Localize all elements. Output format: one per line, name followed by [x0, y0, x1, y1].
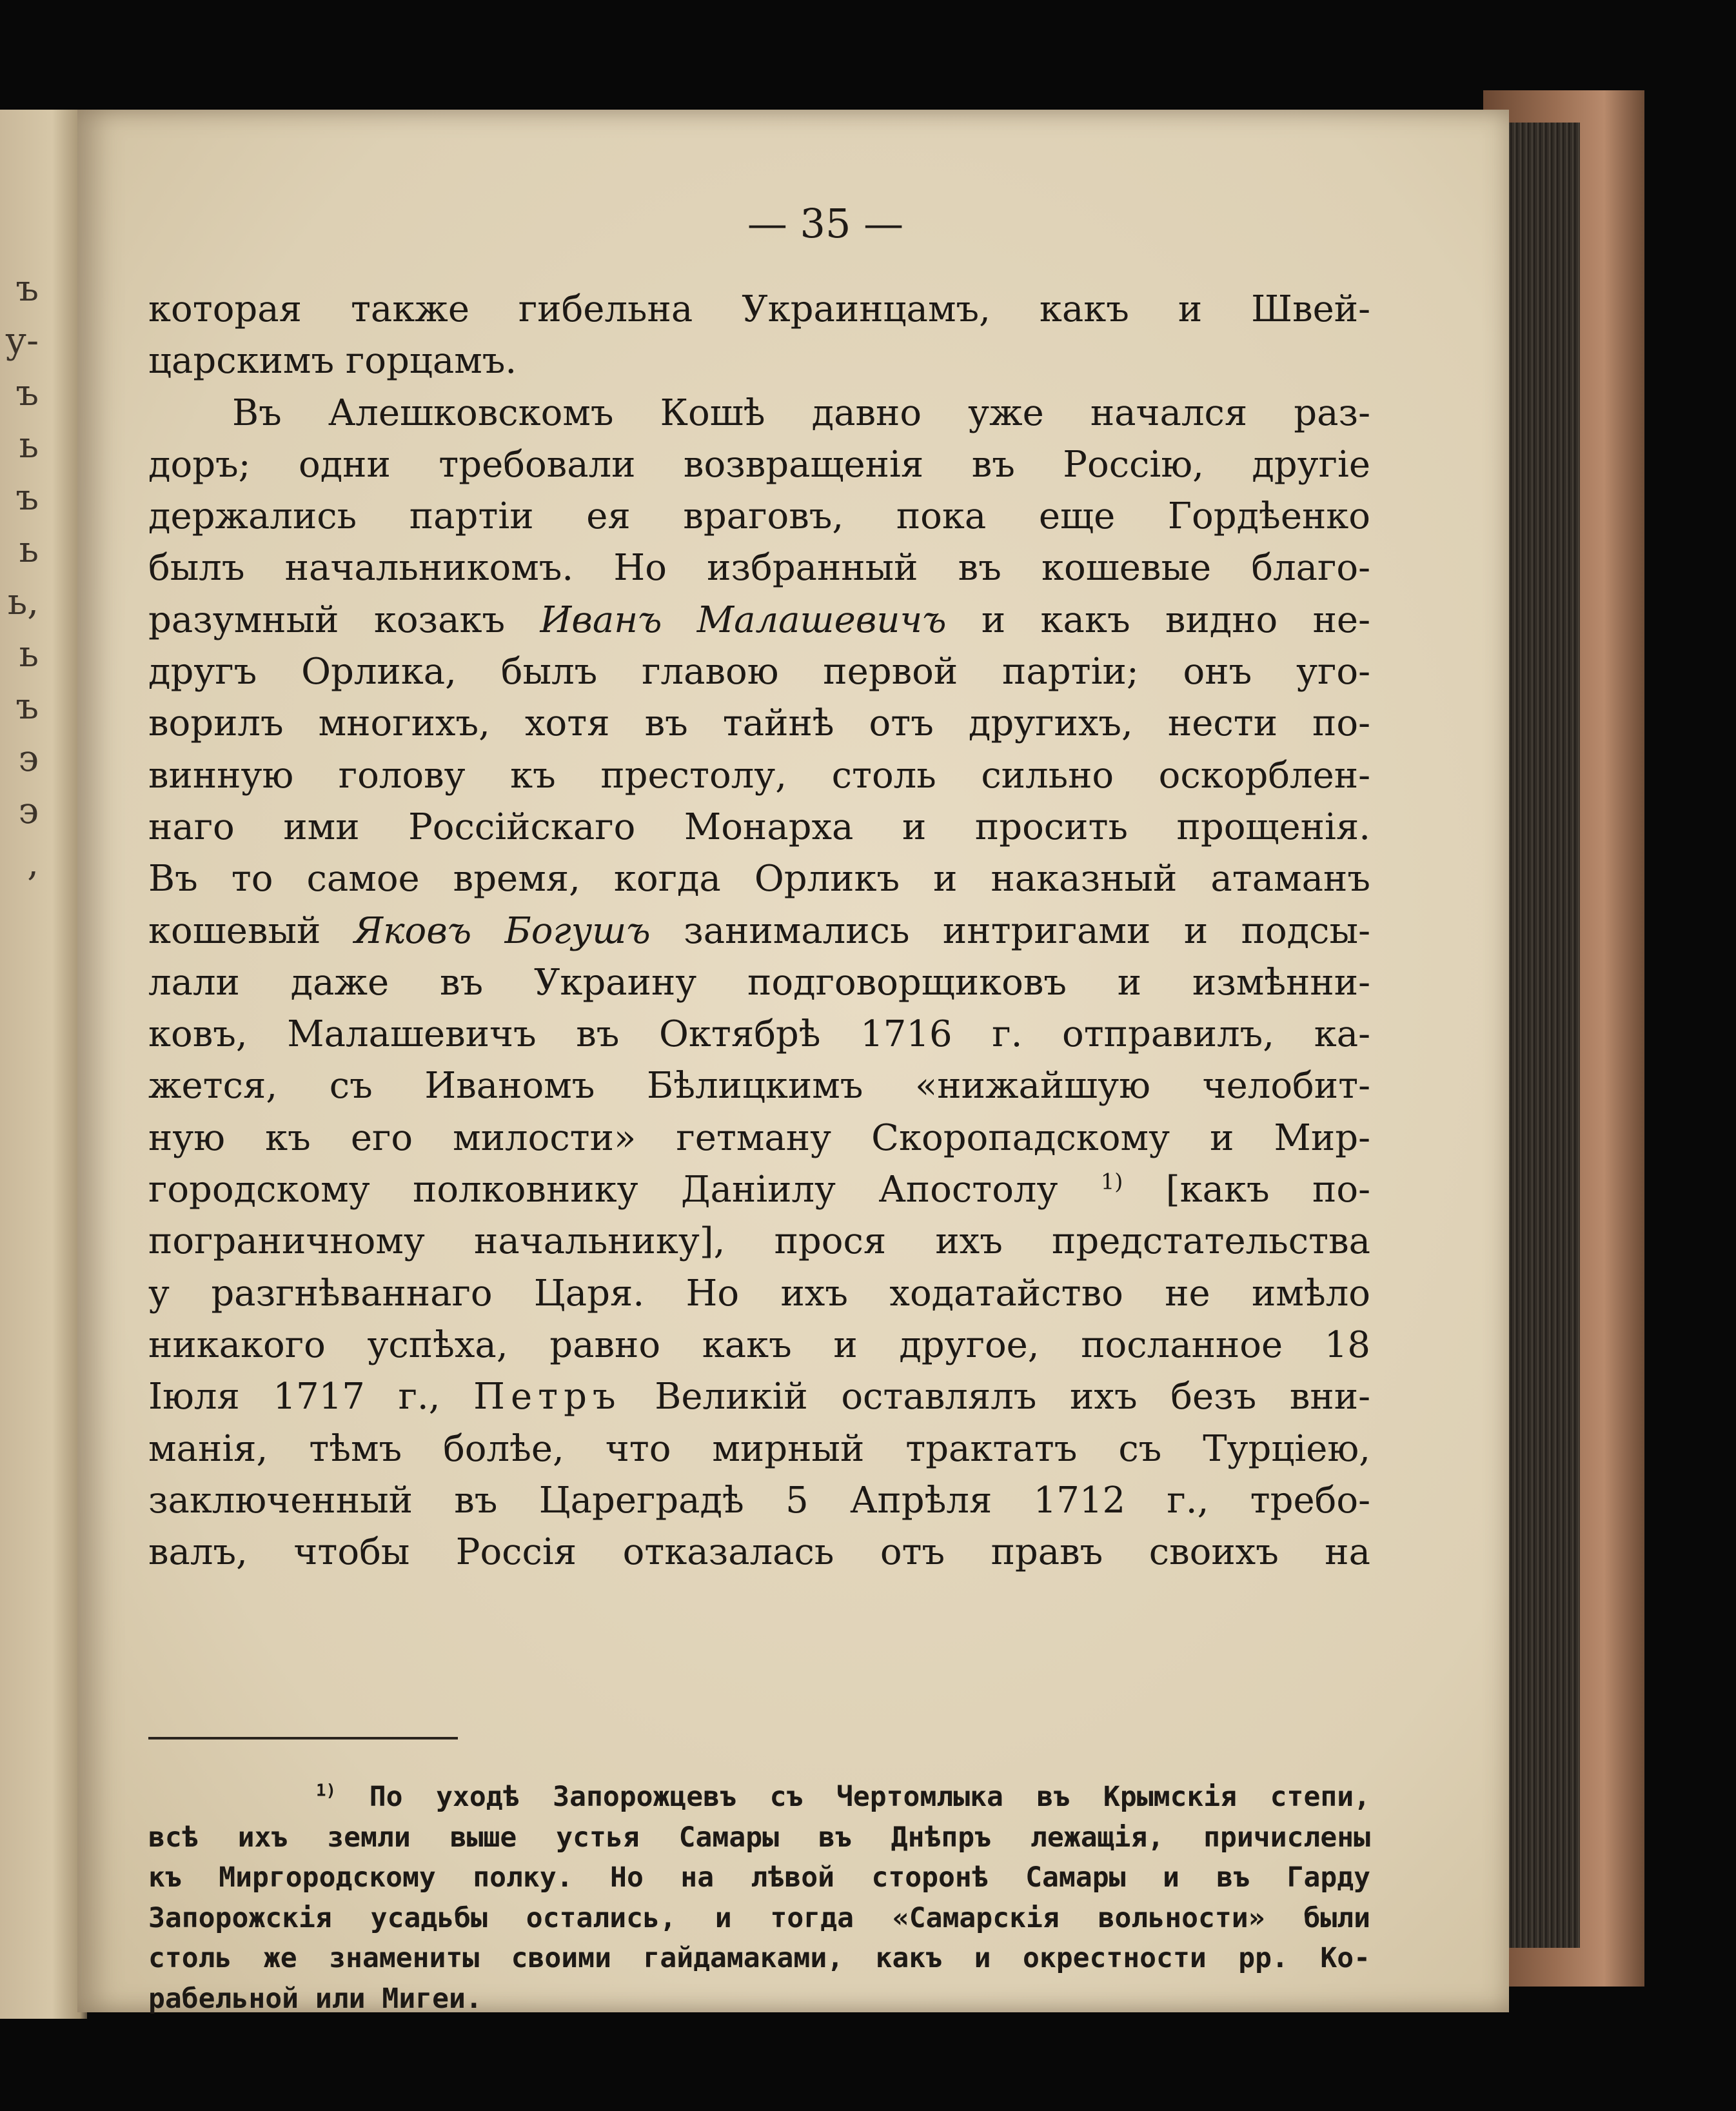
footnote-ref: 1)	[1100, 1169, 1123, 1194]
text-line: ковъ, Малашевичъ въ Октябрѣ 1716 г. отправилъ, ка-	[148, 1013, 1370, 1056]
italic-name: Иванъ Малашевичъ	[540, 599, 947, 641]
italic-name: Яковъ Богушъ	[353, 909, 651, 952]
footnote-line: Запорожскія усадьбы остались, и тогда «Самарскія вольности» были	[148, 1901, 1370, 1934]
text-line	[148, 1164, 1370, 1216]
text-run: разумный козакъ	[148, 599, 540, 641]
footnote-line: рабельной или Мигеи.	[148, 1982, 482, 2015]
main-text	[148, 284, 1370, 1578]
text-line: которая также гибельна Украинцамъ, какъ и Швей-	[148, 288, 1370, 330]
left-page-fragment: ъ	[15, 268, 39, 310]
left-page-edge	[0, 110, 87, 2019]
text-line: царскимъ горцамъ.	[148, 340, 517, 382]
text-line: наго ими Россійскаго Монарха и просить прощенія.	[148, 806, 1370, 848]
text-run: городскому полковнику Даніилу Апостолу	[148, 1169, 1101, 1211]
left-page-fragment: э	[18, 738, 39, 780]
text-run: занимались интригами и подсы-	[650, 909, 1371, 952]
left-page-fragment: ь	[19, 424, 39, 466]
left-page-fragment: у-	[5, 320, 39, 362]
left-page-fragment: ъ	[15, 477, 39, 519]
text-run: [какъ по-	[1123, 1169, 1370, 1211]
text-run: и какъ видно не-	[946, 599, 1370, 641]
text-line: заключенный въ Цареградѣ 5 Апрѣля 1712 г., требо-	[148, 1479, 1370, 1521]
left-page-fragment: ь,	[7, 581, 39, 623]
left-page-fragment: э	[18, 790, 39, 832]
left-page-fragment: ь	[19, 633, 39, 675]
footnote-line: столь же знамениты своими гайдамаками, какъ и окрестности рр. Ко-	[148, 1942, 1370, 1974]
footnote-line: всѣ ихъ земли выше устья Самары въ Днѣпръ лежащія, причислены	[148, 1821, 1370, 1854]
text-line	[148, 906, 1370, 957]
text-line: ворилъ многихъ, хотя въ тайнѣ отъ другихъ, нести по-	[148, 702, 1370, 745]
text-line: лали даже въ Украину подговорщиковъ и измѣнни-	[148, 961, 1370, 1004]
text-line: другъ Орлика, былъ главою первой партіи; онъ уго-	[148, 651, 1370, 693]
text-line	[148, 1371, 1370, 1423]
footnote-line: къ Миргородскому полку. Но на лѣвой сторонѣ Самары и въ Гарду	[148, 1861, 1370, 1894]
text-line: жется, съ Иваномъ Бѣлицкимъ «нижайшую челобит-	[148, 1065, 1370, 1107]
text-line: былъ начальникомъ. Но избранный въ кошевые благо-	[148, 547, 1370, 590]
left-page-fragment: ь	[19, 529, 39, 571]
text-line: ную къ его милости» гетману Скоропадскому и Мир-	[148, 1116, 1370, 1159]
text-line: Въ Алешковскомъ Кошѣ давно уже начался раз-	[232, 391, 1370, 434]
page-number: — 35 —	[747, 200, 904, 247]
text-line: винную голову къ престолу, столь сильно оскорблен-	[148, 754, 1370, 797]
text-run: Іюля 1717 г.,	[148, 1376, 474, 1418]
footnotes	[148, 1777, 1370, 2019]
text-run: кошевый	[148, 909, 354, 952]
text-line: у разгнѣваннаго Царя. Но ихъ ходатайство не имѣло	[148, 1272, 1370, 1314]
text-line: никакого успѣха, равно какъ и другое, посланное 18	[148, 1323, 1370, 1366]
left-page-fragment: ъ	[15, 686, 39, 728]
left-page-fragment: ,	[27, 842, 39, 884]
footnote-ref: 1)	[316, 1781, 337, 1801]
text-line: держались партіи ея враговъ, пока еще Гордѣенко	[148, 495, 1370, 538]
text-line: доръ; одни требовали возвращенія въ Россію, другіе	[148, 443, 1370, 486]
book-page	[77, 110, 1509, 2015]
text-run: Петръ	[473, 1376, 622, 1418]
text-line: пограничному начальнику], прося ихъ предстательства	[148, 1220, 1370, 1263]
text-line: манія, тѣмъ болѣе, что мирный трактатъ съ Турціею,	[148, 1427, 1370, 1470]
text-run: По уходѣ Запорожцевъ съ Чертомлыка въ Крымскія степи,	[336, 1781, 1370, 1813]
left-page-fragment: ъ	[15, 372, 39, 414]
footnote-divider	[148, 1737, 458, 1739]
text-line	[148, 595, 1370, 646]
text-run: Великій оставлялъ ихъ безъ вни-	[621, 1376, 1370, 1418]
footnote-line	[148, 1777, 1370, 1818]
text-line: Въ то самое время, когда Орликъ и наказный атаманъ	[148, 858, 1370, 900]
text-line: валъ, чтобы Россія отказалась отъ правъ своихъ на	[148, 1531, 1370, 1574]
